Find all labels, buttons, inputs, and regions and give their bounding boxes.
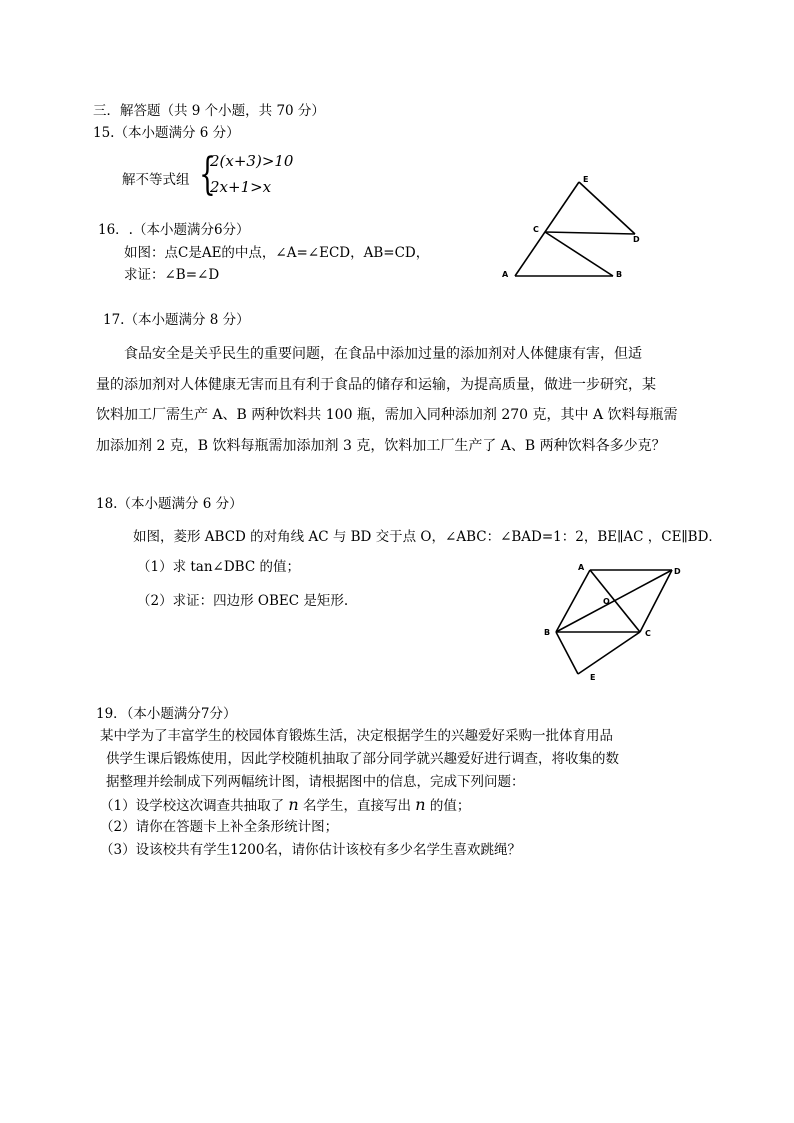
q16-figure: [495, 170, 685, 280]
q18-head: 18.（本小题满分 6 分）: [96, 496, 243, 512]
q17-line-2: 量的添加剂对人体健康无害而且有利于食品的储存和运输，为提高质量，做进一步研究，某: [96, 376, 656, 393]
q16-segment-ed: [579, 182, 635, 234]
q18-label-d: D: [674, 567, 681, 576]
q19-head: 19．（本小题满分7分）: [96, 706, 237, 722]
q19-item1: [100, 796, 470, 815]
q15-head: 15.（本小题满分 6 分）: [93, 125, 240, 141]
q16-label-a: A: [502, 270, 509, 279]
q16-segment-ae: [515, 182, 579, 276]
q19-item1-c: 的值；: [429, 798, 471, 814]
q16-label-d: D: [633, 235, 640, 244]
q16-segment-cb: [545, 232, 613, 276]
q18-label-e: E: [590, 673, 596, 682]
q16-line1: 如图：点C是AE的中点，∠A=∠ECD，AB=CD，: [124, 245, 430, 261]
q19-line-1: 某中学为了丰富学生的校园体育锻炼生活，决定根据学生的兴趣爱好采购一批体育用品: [100, 728, 613, 744]
q18-segment-be: [556, 632, 578, 674]
q19-item1-a: （1）设学校这次调查共抽取了: [100, 798, 285, 814]
q16-head: 16．.（本小题满分6分）: [98, 222, 250, 238]
q19-body: [96, 725, 619, 794]
q16-label-e: E: [583, 175, 589, 184]
q17-line-1: 食品安全是关乎民生的重要问题，在食品中添加过量的添加剂对人体健康有害，但适: [124, 346, 642, 362]
q15-label: 解不等式组: [122, 172, 190, 188]
q19-item3: （3）设该校共有学生1200名，请你估计该校有多少名学生喜欢跳绳？: [100, 842, 521, 858]
q16-label-b: B: [616, 270, 623, 279]
q17-line-4: 加添加剂 2 克，B 饮料每瓶需加添加剂 3 克，饮料加工厂生产了 A、B 两种饮料各多少克？: [96, 437, 666, 454]
q19-line-3: 据整理并绘制成下列两幅统计图，请根据图中的信息，完成下列问题：: [106, 774, 525, 790]
q18-label-b: B: [544, 628, 551, 637]
q15-inequality-2: 2x+1>x: [210, 178, 272, 196]
q15-inequality-1: 2(x+3)>10: [210, 152, 294, 170]
q18-label-c: C: [645, 629, 651, 638]
q19-variable-n-1: n: [288, 795, 299, 814]
q18-segment-ce: [578, 632, 640, 674]
q17-line-3: 饮料加工厂需生产 A、B 两种饮料共 100 瓶，需加入同种添加剂 270 克，其中 A 饮料每瓶需: [96, 407, 678, 423]
q18-label-a: A: [578, 563, 585, 572]
q17-body: [96, 339, 706, 461]
q19-item2: （2）请你在答题卡上补全条形统计图；: [100, 819, 339, 835]
section-title: 三．解答题（共 9 个小题，共 70 分）: [93, 103, 325, 119]
q18-line3: （2）求证：四边形 OBEC 是矩形.: [137, 593, 349, 609]
q16-label-c: C: [533, 225, 539, 234]
q16-line2: 求证：∠B=∠D: [124, 267, 220, 283]
q18-label-o: O: [603, 597, 610, 606]
q16-segment-cd: [545, 232, 635, 234]
q19-line-2: 供学生课后锻炼使用，因此学校随机抽取了部分同学就兴趣爱好进行调查，将收集的数: [106, 751, 619, 767]
q18-line2: （1）求 tan∠DBC 的值；: [137, 559, 300, 575]
q17-head: 17.（本小题满分 8 分）: [103, 312, 250, 328]
q19-item1-b: 名学生，直接写出: [303, 798, 411, 814]
q18-line1: 如图，菱形 ABCD 的对角线 AC 与 BD 交于点 O，∠ABC：∠BAD=1：2，BE∥AC ，CE∥BD．: [133, 529, 722, 545]
left-brace-icon: {: [199, 149, 216, 200]
q18-figure: [540, 560, 700, 684]
q19-variable-n-2: n: [415, 795, 426, 814]
